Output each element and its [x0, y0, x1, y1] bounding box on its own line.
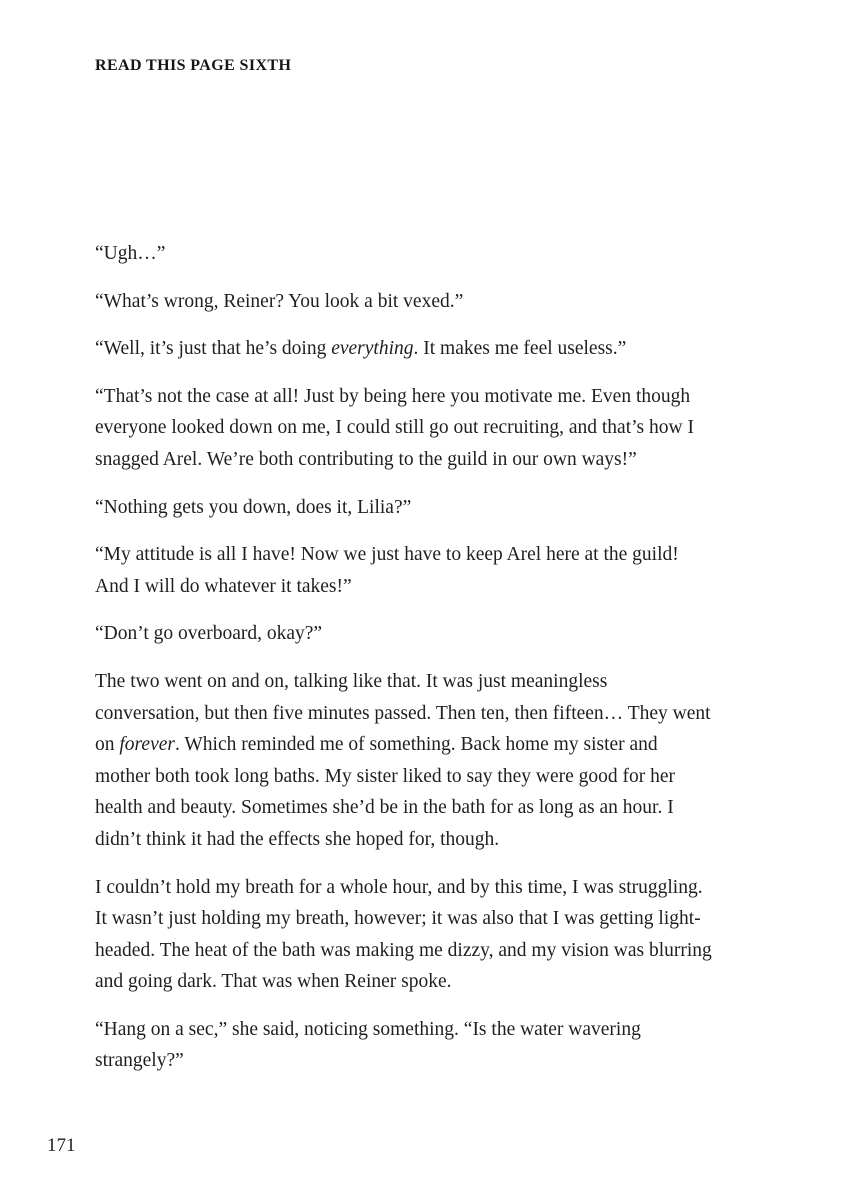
text-segment: “What’s wrong, Reiner? You look a bit vexed.” — [95, 290, 464, 312]
paragraph — [95, 618, 713, 650]
paragraph — [95, 492, 713, 524]
text-segment: “That’s not the case at all! Just by being here you motivate me. Even though everyone looked down on me, I could still go out recruiting, and that’s how I snagged Arel. We’re both contributing to the guild in our own ways!” — [95, 385, 694, 470]
italic-text-segment: forever — [119, 734, 175, 756]
paragraph — [95, 286, 713, 318]
paragraph — [95, 872, 713, 998]
page-number: 171 — [47, 1135, 76, 1156]
text-segment: “Hang on a sec,” she said, noticing something. “Is the water wavering strangely?” — [95, 1018, 641, 1072]
paragraph — [95, 539, 713, 602]
text-segment: “My attitude is all I have! Now we just have to keep Arel here at the guild! And I will do whatever it takes!” — [95, 544, 679, 597]
paragraph — [95, 381, 713, 476]
text-segment: “Ugh…” — [95, 243, 166, 264]
text-segment: The two went on and on, talking like that. It was just meaningless conversation, but then five minutes passed. Then ten, then fifteen… They went on — [95, 670, 711, 756]
paragraph — [95, 238, 713, 270]
italic-text-segment: everything — [331, 338, 414, 360]
paragraph — [95, 333, 713, 365]
paragraph-list — [95, 238, 713, 1093]
text-segment: “Don’t go overboard, okay?” — [95, 623, 323, 645]
paragraph — [95, 666, 713, 856]
text-segment: “Well, it’s just that he’s doing — [95, 338, 332, 360]
text-segment: . Which reminded me of something. Back home my sister and mother both took long baths. My sister liked to say they were good for her health and beauty. Sometimes she’d be in the bath for as long as an hour. I didn’t think it had the effects she hoped for, though. — [95, 734, 676, 850]
text-segment: I couldn’t hold my breath for a whole hour, and by this time, I was struggling. It wasn’t just holding my breath, however; it was also that I was getting light-headed. The heat of the bath was making me dizzy, and my vision was blurring and going dark. That was when Reiner spoke. — [95, 876, 712, 993]
paragraph — [95, 1014, 713, 1077]
text-segment: “Nothing gets you down, does it, Lilia?” — [95, 496, 412, 518]
page-header: READ THIS PAGE SIXTH — [95, 57, 292, 74]
text-segment: . It makes me feel useless.” — [413, 338, 627, 360]
